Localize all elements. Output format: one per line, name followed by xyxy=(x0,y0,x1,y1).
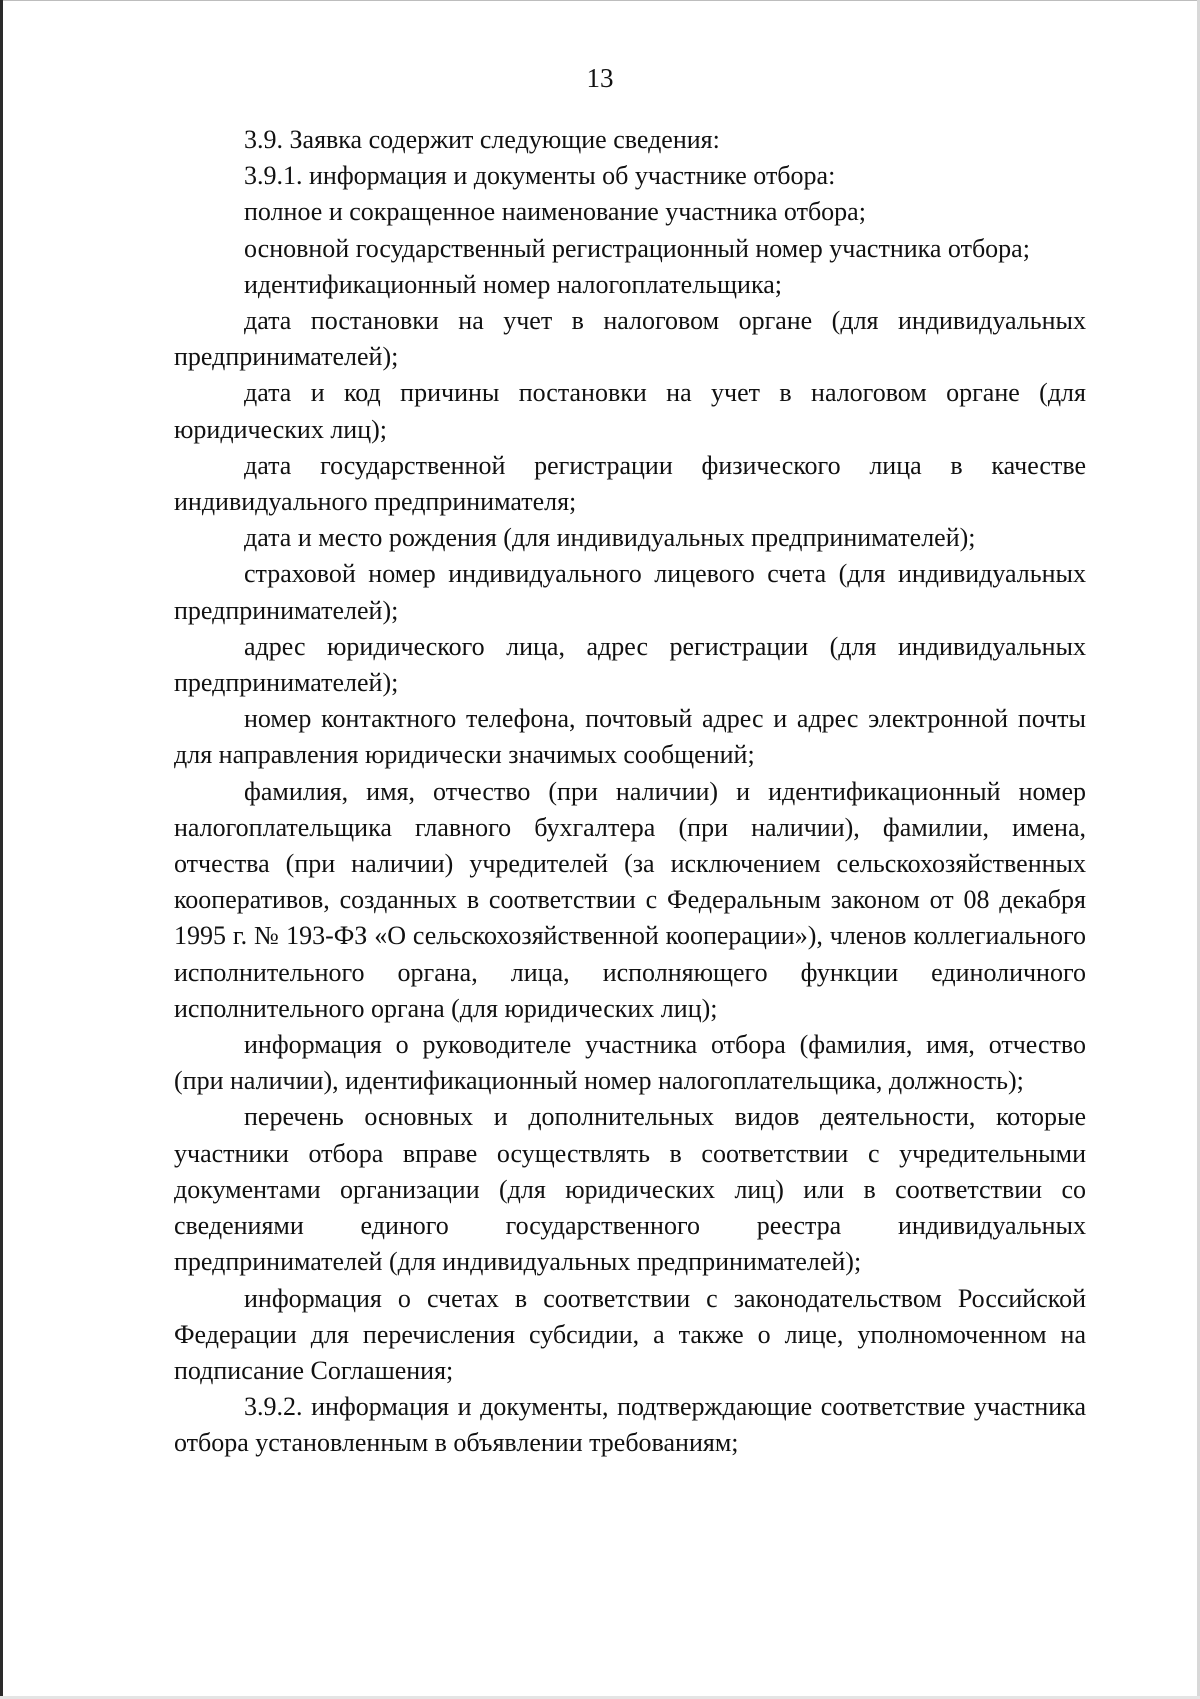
scan-edge-left xyxy=(0,0,3,1699)
document-body xyxy=(174,122,1086,1462)
page-number: 13 xyxy=(586,63,614,93)
paragraph-snils: страховой номер индивидуального лицевого счета (для индивидуальных предпринимателей); xyxy=(174,559,1086,625)
paragraph-ogrn: основной государственный регистрационный номер участника отбора; xyxy=(244,233,1030,263)
paragraph-address: адрес юридического лица, адрес регистрации (для индивидуальных предпринимателей); xyxy=(174,631,1086,698)
paragraph-head-info: информация о руководителе участника отбора (фамилия, имя, отчество (при наличии), идентификационный номер налогоплательщика, должность); xyxy=(174,1030,1086,1096)
paragraph-accountant-founders: фамилия, имя, отчество (при наличии) и идентификационный номер налогоплательщика главного бухгалтера (при наличии), фамилии, имена, отчества (при наличии) учредителей (за исключением сельскохозяйственных кооперативов, созданных в соответствии с Федеральным законом от 08 декабря 1995 г. № 193-ФЗ «О сельскохозяйственной кооперации»), членов коллегиального исполнительного органа, лица, исполняющего функции единоличного исполнительного органа (для юридических лиц); xyxy=(174,776,1086,1023)
paragraph-state-registration-date: дата государственной регистрации физического лица в качестве индивидуального предпринимателя; xyxy=(174,450,1086,517)
paragraph-tax-registration-date: дата постановки на учет в налоговом органе (для индивидуальных предпринимателей); xyxy=(174,306,1086,372)
paragraph-inn: идентификационный номер налогоплательщика; xyxy=(244,269,782,299)
paragraph-birth-date-place: дата и место рождения (для индивидуальных предпринимателей); xyxy=(244,523,976,553)
paragraph-kpp: дата и код причины постановки на учет в налоговом органе (для юридических лиц); xyxy=(174,378,1086,444)
scan-edge-top xyxy=(0,0,1200,1)
paragraph-full-name: полное и сокращенное наименование участника отбора; xyxy=(244,197,866,227)
paragraph-3-9: 3.9. Заявка содержит следующие сведения: xyxy=(244,125,720,154)
paragraph-accounts: информация о счетах в соответствии с законодательством Российской Федерации для перечисления субсидии, а также о лице, уполномоченном на подписание Соглашения; xyxy=(174,1283,1086,1385)
paragraph-activities: перечень основных и дополнительных видов деятельности, которые участники отбора вправе осуществлять в соответствии с учредительными документами организации (для юридических лиц) или в соответствии со сведениями единого государственного реестра индивидуальных предпринимателей (для индивидуальных предпринимателей); xyxy=(174,1102,1086,1277)
paragraph-3-9-1: 3.9.1. информация и документы об участнике отбора: xyxy=(244,161,836,191)
paragraph-3-9-2: 3.9.2. информация и документы, подтверждающие соответствие участника отбора установленным в объявлении требованиям; xyxy=(174,1392,1086,1458)
paragraph-contacts: номер контактного телефона, почтовый адрес и адрес электронной почты для направления юридически значимых сообщений; xyxy=(174,704,1086,770)
